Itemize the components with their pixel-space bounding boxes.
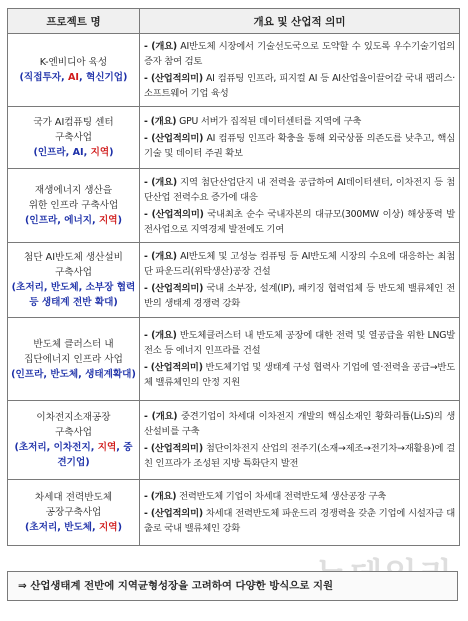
- overview-text: 전력반도체 기업이 차세대 전력반도체 생산공장 구축: [176, 491, 387, 502]
- meaning-text: 차세대 전력반도체 파운드리 경쟁력을 갖춘 기업에 시설자금 대출로 국내 밸류체인 강화: [144, 508, 456, 534]
- meaning-text: AI 컴퓨팅 인프라 확충을 통해 외국상품 의존도를 낮추고, 핵심기술 및 데이터 주권 확보: [144, 133, 455, 159]
- header-project-name: 프로젝트 명: [8, 9, 140, 34]
- table-row: [8, 34, 460, 107]
- meaning-text: 첨단이차전지 산업의 전주기(소재→제조→전기차→재활용)에 걸친 인프라가 조성된 지방 특화단지 발전: [144, 443, 455, 469]
- meaning-text: 국내 소부장, 설계(IP), 패키징 협력업체 등 반도체 밸류체인 전반의 생태계 경쟁력 강화: [144, 283, 455, 309]
- overview-cell: - (개요) AI반도체 시장에서 기술선도국으로 도약할 수 있도록 우수기술기업의 증자 참여 검토 - (산업적의미) AI 컴퓨팅 인프라, 피지컬 AI 등 AI산업을이끌어갈 국내 팹리스·소프트웨어 기업 육성: [140, 34, 460, 107]
- project-cell: [8, 480, 140, 546]
- table-row: [8, 318, 460, 401]
- project-tags: (초저리, 반도체, 소부장 협력등 생태계 전반 확대): [11, 282, 136, 308]
- overview-text: 반도체클러스터 내 반도체 공장에 대한 전력 및 열공급을 위한 LNG발전소 등 에너지 인프라를 건설: [144, 330, 456, 356]
- table-row: [8, 401, 460, 480]
- project-table: [7, 8, 460, 546]
- summary-footer: ⇒ 산업생태계 전반에 지역균형성장을 고려하여 다양한 방식으로 지원: [7, 571, 458, 601]
- overview-cell: - (개요) 중견기업이 차세대 이차전지 개발의 핵심소재인 황화리튬(Li₂S)의 생산설비를 구축 - (산업적의미) 첨단이차전지 산업의 전주기(소재→제조→전기차→재활용)에 걸친 인프라가 조성된 지방 특화단지 발전: [140, 401, 460, 480]
- project-cell: [8, 243, 140, 318]
- project-name: 이차전지소재공장 구축사업: [36, 412, 111, 438]
- header-overview: 개요 및 산업적 의미: [140, 9, 460, 34]
- meaning-text: 국내최초 순수 국내자본의 대규모(300MW 이상) 해상풍력 발전사업으로 지역경제 발전에도 기여: [144, 208, 455, 235]
- overview-cell: - (개요) 반도체클러스터 내 반도체 공장에 대한 전력 및 열공급을 위한 LNG발전소 등 에너지 인프라를 건설 - (산업적의미) 반도체기업 및 생태계 구성 협력사 기업에 열·전력을 공급→반도체 밸류체인의 안정 지원: [140, 318, 460, 401]
- project-name: 첨단 AI반도체 생산설비 구축사업: [24, 252, 123, 278]
- table-row: [8, 169, 460, 243]
- project-cell: [8, 401, 140, 480]
- overview-cell: - (개요) 전력반도체 기업이 차세대 전력반도체 생산공장 구축 - (산업적의미) 차세대 전력반도체 파운드리 경쟁력을 갖춘 기업에 시설자금 대출로 국내 밸류체인 강화: [140, 480, 460, 546]
- table-row: [8, 480, 460, 546]
- project-tags: (초저리, 이차전지, 지역, 중견기업): [14, 442, 133, 468]
- table-row: [8, 243, 460, 318]
- overview-cell: - (개요) 지역 첨단산업단지 내 전력을 공급하여 AI데이터센터, 이차전지 등 첨단산업 전력수요 증가에 대응 - (산업적의미) 국내최초 순수 국내자본의 대규모(300MW 이상) 해상풍력 발전사업으로 지역경제 발전에도 기여: [140, 169, 460, 243]
- overview-text: 지역 첨단산업단지 내 전력을 공급하여 AI데이터센터, 이차전지 등 첨단산업 전력수요 증가에 대응: [144, 176, 455, 203]
- project-cell: [8, 169, 140, 243]
- project-tags: (초저리, 반도체, 지역): [25, 522, 122, 533]
- table-header-row: [8, 9, 460, 34]
- overview-text: AI반도체 시장에서 기술선도국으로 도약할 수 있도록 우수기술기업의 증자 참여 검토: [144, 41, 455, 67]
- project-name: 국가 AI컴퓨팅 센터 구축사업: [33, 117, 114, 143]
- overview-text: 중견기업이 차세대 이차전지 개발의 핵심소재인 황화리튬(Li₂S)의 생산설비를 구축: [144, 411, 455, 437]
- overview-cell: - (개요) AI반도체 및 고성능 컴퓨팅 등 AI반도체 시장의 수요에 대응하는 최첨단 파운드리(위탁생산)공장 건설 - (산업적의미) 국내 소부장, 설계(IP), 패키징 협력업체 등 반도체 밸류체인 전반의 생태계 경쟁력 강화: [140, 243, 460, 318]
- project-tags: (인프라, 반도체, 생태계확대): [11, 368, 136, 380]
- overview-text: AI반도체 및 고성능 컴퓨팅 등 AI반도체 시장의 수요에 대응하는 최첨단 파운드리(위탁생산)공장 건설: [144, 251, 455, 277]
- project-tags: (인프라, AI, 지역): [33, 147, 114, 158]
- meaning-text: AI 컴퓨팅 인프라, 피지컬 AI 등 AI산업을이끌어갈 국내 팹리스·소프트웨어 기업 육성: [144, 73, 455, 99]
- project-name: 반도체 클러스터 내 집단에너지 인프라 사업: [24, 338, 123, 365]
- project-tags: (인프라, 에너지, 지역): [25, 215, 122, 226]
- overview-text: GPU 서버가 집적된 데이터센터를 지역에 구축: [176, 116, 362, 127]
- project-name: 재생에너지 생산을 위한 인프라 구축사업: [28, 185, 119, 211]
- project-cell: [8, 34, 140, 107]
- overview-cell: - (개요) GPU 서버가 집적된 데이터센터를 지역에 구축 - (산업적의미) AI 컴퓨팅 인프라 확충을 통해 외국상품 의존도를 낮추고, 핵심기술 및 데이터 주권 확보: [140, 107, 460, 169]
- project-name: K-엔비디아 육성: [39, 57, 108, 68]
- project-cell: [8, 318, 140, 401]
- project-cell: [8, 107, 140, 169]
- project-name: 차세대 전력반도체 공장구축사업: [34, 492, 113, 518]
- project-tags: (직접투자, AI, 혁신기업): [19, 72, 128, 83]
- meaning-text: 반도체기업 및 생태계 구성 협력사 기업에 열·전력을 공급→반도체 밸류체인의 안정 지원: [144, 362, 455, 388]
- table-row: [8, 107, 460, 169]
